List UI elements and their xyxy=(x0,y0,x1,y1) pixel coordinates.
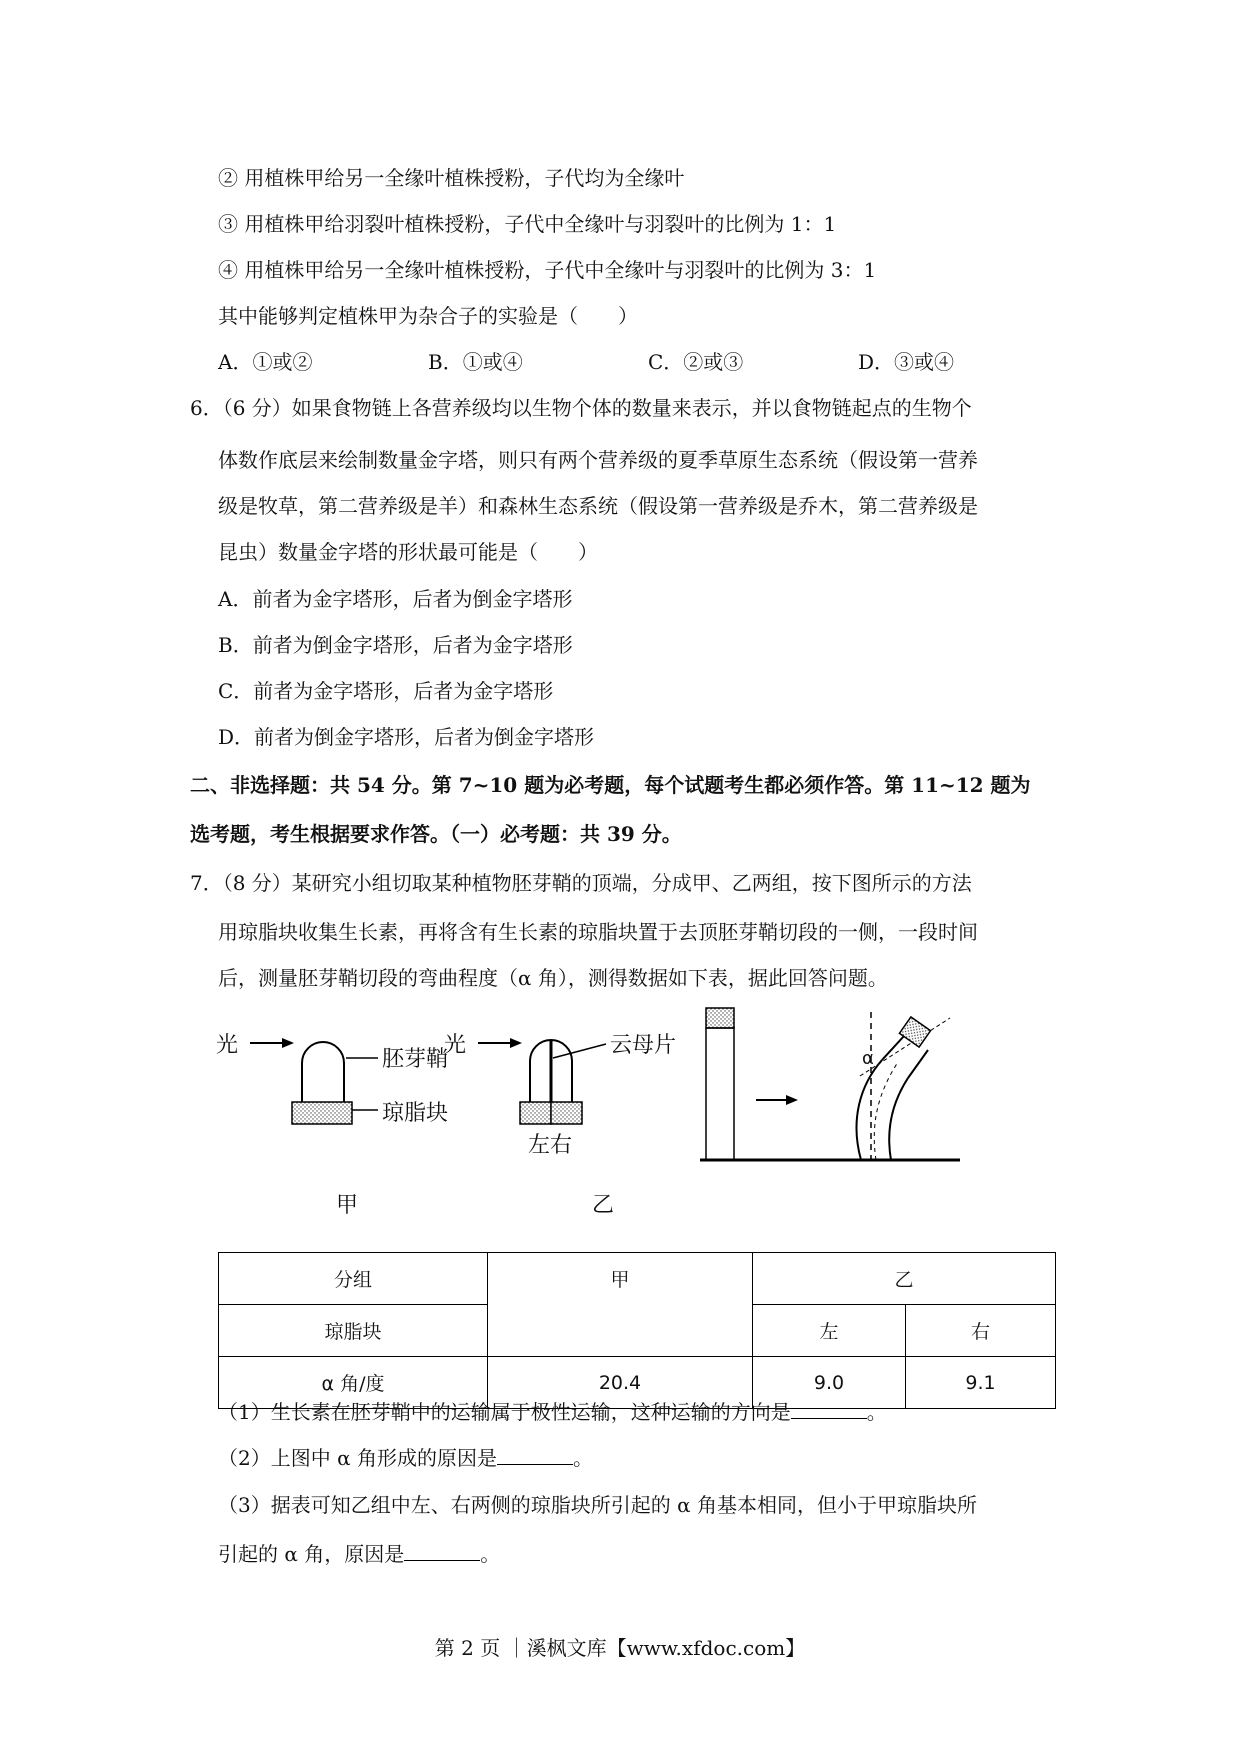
answer-blank-2[interactable] xyxy=(497,1444,573,1465)
page-footer: 第 2 页 ｜溪枫文库【www.xfdoc.com】 xyxy=(434,1636,806,1660)
coleoptile-label: 胚芽鞘 xyxy=(382,1047,449,1072)
q7-sub-3-text: 引起的 α 角，原因是 xyxy=(218,1542,405,1566)
results-table xyxy=(218,1252,1056,1409)
light-label-a: 光 xyxy=(216,1033,239,1058)
agar-block-label: 琼脂块 xyxy=(382,1101,449,1126)
q5-option-a: A．①或② xyxy=(218,350,313,374)
mica-label: 云母片 xyxy=(610,1033,677,1058)
q6-line-2: 体数作底层来绘制数量金字塔，则只有两个营养级的夏季草原生态系统（假设第一营养 xyxy=(218,448,978,472)
q7-sub-2-text: （2）上图中 α 角形成的原因是 xyxy=(218,1446,497,1470)
value-left: 9.0 xyxy=(753,1357,906,1409)
q7-line-2: 用琼脂块收集生长素，再将含有生长素的琼脂块置于去顶胚芽鞘切段的一侧，一段时间 xyxy=(218,920,978,944)
header-yi: 乙 xyxy=(753,1253,1056,1305)
experiment-figure xyxy=(210,1000,970,1220)
q7-line-3: 后，测量胚芽鞘切段的弯曲程度（α 角），测得数据如下表，据此回答问题。 xyxy=(218,966,888,990)
q7-line-1: 7．（8 分）某研究小组切取某种植物胚芽鞘的顶端，分成甲、乙两组，按下图所示的方法 xyxy=(190,871,972,895)
group-a-diagram xyxy=(250,1038,378,1124)
q5-item-2: ② 用植株甲给另一全缘叶植株授粉，子代均为全缘叶 xyxy=(218,166,685,190)
header-agar: 琼脂块 xyxy=(219,1305,488,1357)
answer-blank-3[interactable] xyxy=(404,1540,480,1561)
q7-sub-3-line-1: （3）据表可知乙组中左、右两侧的琼脂块所引起的 α 角基本相同，但小于甲琼脂块所 xyxy=(218,1493,977,1517)
q7-sub-2-end: 。 xyxy=(572,1446,593,1470)
experiment-diagram xyxy=(210,1000,970,1220)
row-alpha-label: α 角/度 xyxy=(219,1357,488,1409)
q6-option-b: B．前者为倒金字塔形，后者为金字塔形 xyxy=(218,633,573,657)
section-2-heading-line-2: 选考题，考生根据要求作答。（一）必考题：共 39 分。 xyxy=(190,822,682,846)
q7-sub-3-end: 。 xyxy=(480,1542,501,1566)
q6-option-a: A．前者为金字塔形，后者为倒金字塔形 xyxy=(218,587,573,611)
group-b-diagram xyxy=(478,1038,606,1124)
q7-sub-1 xyxy=(218,1398,887,1426)
q6-option-d: D．前者为倒金字塔形，后者为倒金字塔形 xyxy=(218,725,595,749)
group-jia-label: 甲 xyxy=(336,1193,359,1218)
header-left: 左 xyxy=(753,1305,906,1357)
alpha-label: α xyxy=(862,1048,874,1069)
group-yi-label: 乙 xyxy=(592,1193,615,1218)
q5-option-d: D．③或④ xyxy=(858,350,955,374)
bending-diagram xyxy=(700,1008,960,1160)
q6-line-4: 昆虫）数量金字塔的形状最可能是（ ） xyxy=(218,540,598,564)
header-jia: 甲 xyxy=(488,1253,753,1357)
q7-sub-3-line-2 xyxy=(218,1540,500,1568)
q6-line-3: 级是牧草，第二营养级是羊）和森林生态系统（假设第一营养级是乔木，第二营养级是 xyxy=(218,494,978,518)
q5-stem: 其中能够判定植株甲为杂合子的实验是（ ） xyxy=(218,304,638,328)
header-right: 右 xyxy=(906,1305,1056,1357)
section-2-heading-line-1: 二、非选择题：共 54 分。第 7~10 题为必考题，每个试题考生都必须作答。第 11~12 题为 xyxy=(190,773,1031,797)
q7-sub-2 xyxy=(218,1444,593,1472)
header-group: 分组 xyxy=(219,1253,488,1305)
q7-sub-1-text: （1）生长素在胚芽鞘中的运输属于极性运输，这种运输的方向是 xyxy=(218,1400,791,1424)
value-right: 9.1 xyxy=(906,1357,1056,1409)
q5-option-b: B．①或④ xyxy=(428,350,523,374)
q5-option-c: C．②或③ xyxy=(648,350,744,374)
q6-line-1: 6．（6 分）如果食物链上各营养级均以生物个体的数量来表示，并以食物链起点的生物个 xyxy=(190,396,972,420)
left-right-label: 左右 xyxy=(528,1133,573,1158)
q5-item-3: ③ 用植株甲给羽裂叶植株授粉，子代中全缘叶与羽裂叶的比例为 1：1 xyxy=(218,212,837,236)
q7-sub-1-end: 。 xyxy=(866,1400,887,1424)
light-label-b: 光 xyxy=(444,1033,467,1058)
answer-blank-1[interactable] xyxy=(791,1398,867,1419)
q5-item-4: ④ 用植株甲给另一全缘叶植株授粉，子代中全缘叶与羽裂叶的比例为 3：1 xyxy=(218,258,877,282)
q6-option-c: C．前者为金字塔形，后者为金字塔形 xyxy=(218,679,554,703)
value-jia: 20.4 xyxy=(488,1357,753,1409)
